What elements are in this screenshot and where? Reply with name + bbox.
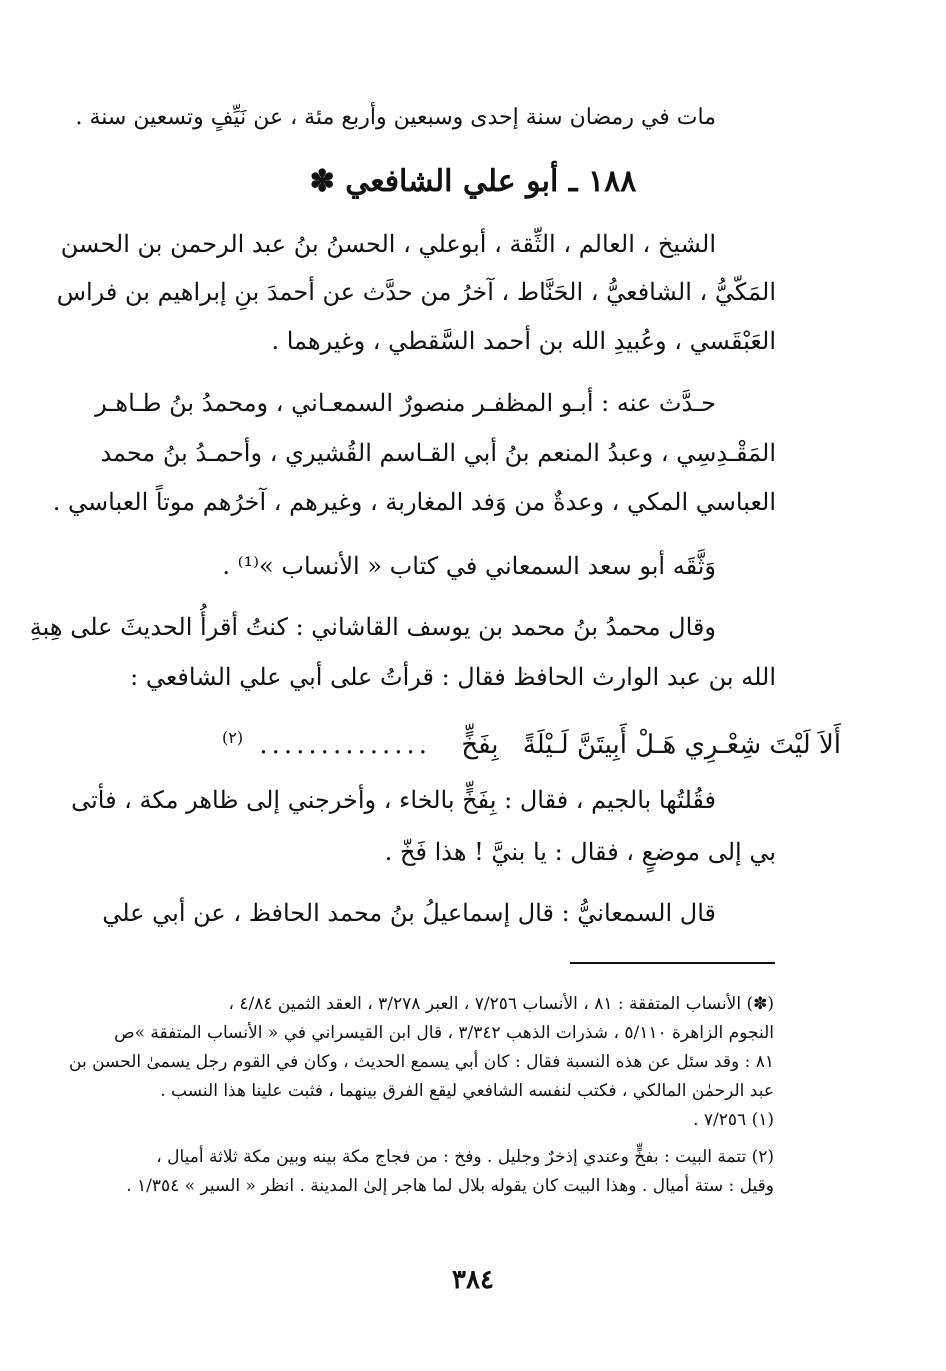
footnote-ref-2: (٢) [222,728,244,747]
paragraph-5-line-2: بي إلى موضعٍ ، فقال : يا بنيَّ ! هذا فَخّ . [384,838,776,866]
paragraph-4-line-1: وقال محمدُ بنُ محمد بن يوسف القاشاني : كنتُ أقرأُ الحديثَ على هِبةِ [29,613,716,641]
footnote-line-2: النجوم الزاهرة ٥/١١٠ ، شذرات الذهب ٣/٣٤٢ ، قال ابن القيسراني في « الأنساب المتفقة »ص [114,1023,774,1043]
footnote-line-4: عبد الرحمٰن المالكي ، فكتب لنفسه الشافعي ليقع الفرق بينهما ، فثبت علينا هذا النسب . [160,1081,774,1101]
top-line: مات في رمضان سنة إحدى وسبعين وأربع مئة ، عن نَيِّفٍ وتسعين سنة . [75,105,716,130]
paragraph-2-line-3: العباسي المكي ، وعدةٌ من وَفد المغاربة ، وغيرهم ، آخرُهم موتاً العباسي . [52,488,776,516]
paragraph-5-line-1: فقُلتُها بالجيم ، فقال : بِفَخٍّ بالخاء ، وأخرجني إلى ظاهر مكة ، فأتى [71,786,716,814]
footnote-line-5: (١) ٧/٢٥٦ . [693,1110,774,1130]
footnote-line-6: (٢) تتمة البيت : بفخٍّ وعندي إذخرٌ وجليل . وفخ : من فجاج مكة بينه وبين مكة ثلاثة أميال ، [156,1147,774,1167]
footnote-separator [570,962,775,964]
paragraph-6-line-1: قال السمعانيُّ : قال إسماعيلُ بنُ محمد الحافظ ، عن أبي علي [102,899,716,927]
footnote-line-1: (✽) الأنساب المتفقة : ٨١ ، الأنساب ٧/٢٥٦ ، العبر ٣/٢٧٨ ، العقد الثمين ٤/٨٤ ، [228,994,774,1014]
poem-ellipsis: .............. [259,729,432,760]
paragraph-2-line-1: حـدَّث عنه : أبـو المظفـر منصورٌ السمعـاني ، ومحمدُ بنُ طـاهـر [95,389,716,417]
entry-heading: ١٨٨ ـ أبو علي الشافعي ✽ [309,164,637,199]
paragraph-1-line-3: العَبْقَسي ، وعُبيدِ الله بن أحمد السَّقطي ، وغيرهما . [271,327,776,355]
footnote-line-3: ٨١ : وقد سئل عن هذه النسبة فقال : كان أبي يسمع الحديث ، وكان في القوم رجل يسمىٰ الحسن بن [69,1052,774,1072]
paragraph-1-line-1: الشيخ ، العالم ، الثِّقة ، أبوعلي ، الحسنُ بنُ عبد الرحمن بن الحسن [60,230,716,258]
poem-verse [105,716,841,767]
paragraph-3-line-1: وَثَّقَه أبو سعد السمعاني في كتاب « الأنساب »⁽¹⁾ . [222,552,716,580]
poem-hemistich-2: بِفَخٍّ [461,729,499,760]
paragraph-4-line-2: الله بن عبد الوارث الحافظ فقال : قرأتُ على أبي علي الشافعي : [130,663,776,691]
paragraph-1-line-2: المَكّيُّ ، الشافعيُّ ، الحَنَّاط ، آخرُ من حدَّث عن أحمدَ بنِ إبراهيم بن فراس [56,278,776,306]
footnote-line-7: وقيل : ستة أميال . وهذا البيت كان يقوله بلال لما هاجر إلىٰ المدينة . انظر « السير » ١/٣٥٤ . [126,1176,774,1196]
poem-hemistich-1: أَلاَ لَيْتَ شِعْـرِي هَـلْ أَبِيتَنَّ لَـيْلَةً [522,729,841,760]
page-number: ٣٨٤ [452,1265,494,1295]
paragraph-2-line-2: المَقْـدِسِي ، وعبدُ المنعم بنُ أبي القـاسم القُشيري ، وأحمـدُ بنُ محمد [100,439,776,467]
